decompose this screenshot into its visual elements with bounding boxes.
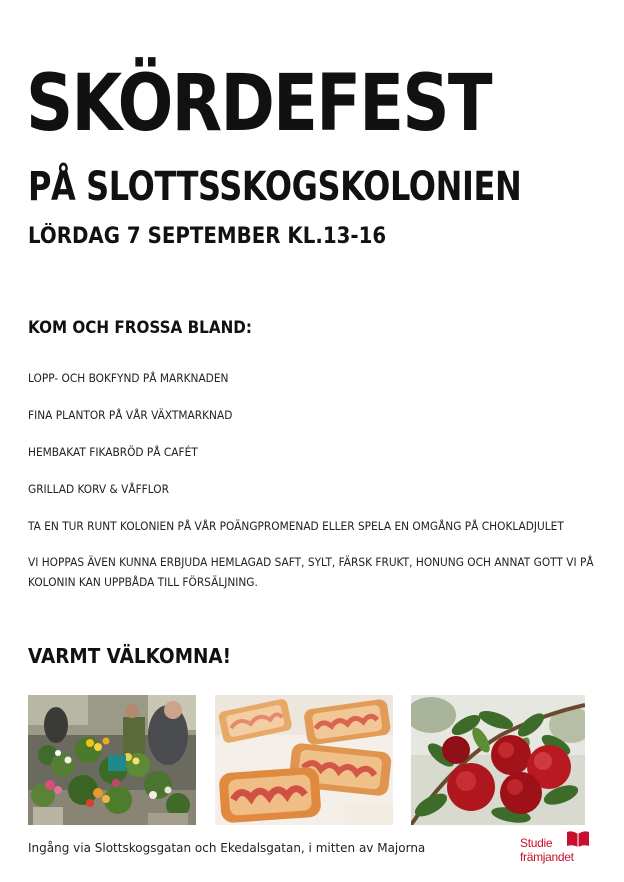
apple-pastry-photo (215, 695, 393, 825)
list-item: FINA PLANTOR PÅ VÅR VÄXTMARKNAD (28, 408, 233, 422)
studiefrämjandet-logo (520, 828, 594, 872)
list-item: VI HOPPAS ÄVEN KUNNA ERBJUDA HEMLAGAD SAFT, SYLT, FÄRSK FRUKT, HONUNG OCH ANNAT GOTT VI PÅ (28, 555, 594, 569)
intro-heading: KOM OCH FROSSA BLAND: (28, 318, 252, 337)
event-date: LÖRDAG 7 SEPTEMBER KL.13-16 (28, 224, 387, 249)
activity-list (28, 370, 624, 591)
logo-line-1: Studie (520, 836, 553, 850)
list-item: LOPP- OCH BOKFYND PÅ MARKNADEN (28, 371, 229, 385)
list-item: HEMBAKAT FIKABRÖD PÅ CAFÉT (28, 445, 198, 459)
welcome-heading: VARMT VÄLKOMNA! (28, 644, 232, 668)
flower-market-photo (28, 695, 196, 825)
book-icon (566, 830, 590, 848)
list-item: GRILLAD KORV & VÅFFLOR (28, 482, 169, 496)
page-subtitle: PÅ SLOTTSSKOGSKOLONIEN (28, 164, 522, 210)
location-text: Ingång via Slottskogsgatan och Ekedalsgatan, i mitten av Majorna (28, 841, 426, 855)
list-item: KOLONIN KAN UPPBÅDA TILL FÖRSÄLJNING. (28, 575, 258, 589)
page-title: SKÖRDEFEST (26, 59, 491, 149)
logo-line-2: främjandet (520, 850, 574, 864)
red-apples-photo (411, 695, 585, 825)
list-item: TA EN TUR RUNT KOLONIEN PÅ VÅR POÄNGPROMENAD ELLER SPELA EN OMGÅNG PÅ CHOKLADJULET (28, 519, 564, 533)
